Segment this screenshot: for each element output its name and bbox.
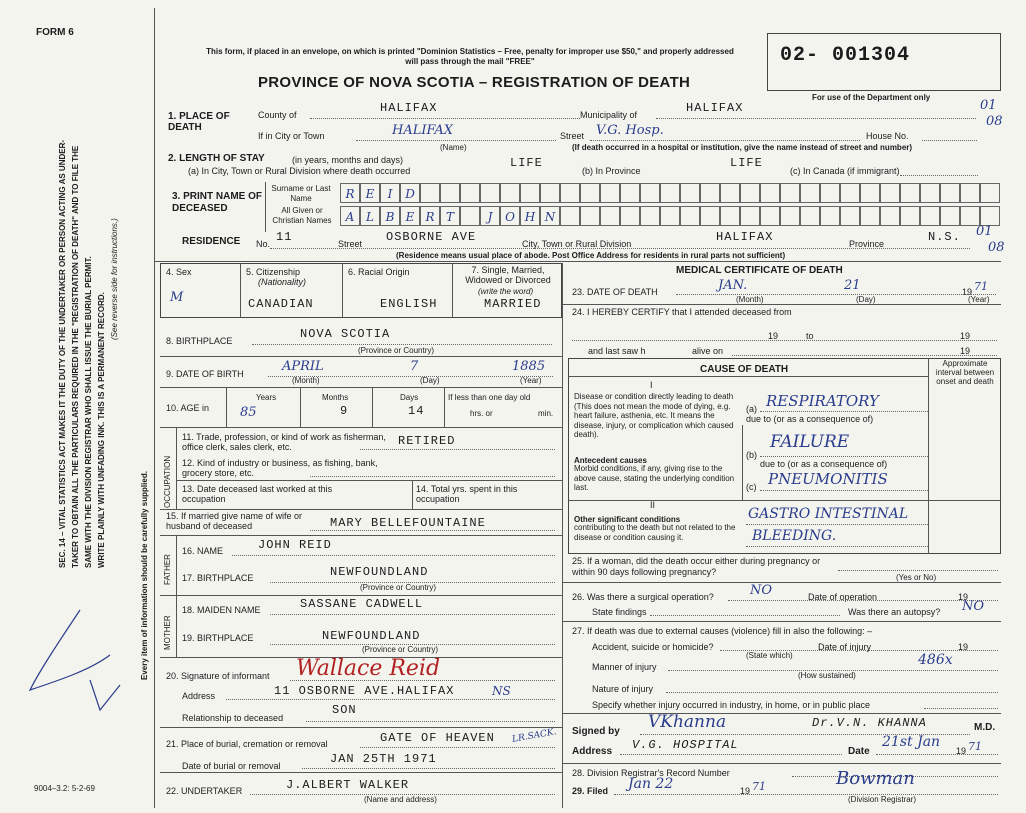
municipality-value: HALIFAX: [686, 101, 744, 115]
total-years-label: 14. Total yrs. spent in this occupation: [416, 484, 518, 504]
dob-month-caption: (Month): [292, 376, 320, 385]
birthplace-label: 8. BIRTHPLACE: [166, 336, 233, 346]
dept-use-label: For use of the Department only: [812, 93, 931, 102]
mother-name-label: 18. MAIDEN NAME: [182, 605, 261, 615]
name-letter-cell: [580, 183, 600, 203]
filed-year-prefix: 19: [740, 786, 751, 796]
name-letter-cell: [440, 183, 460, 203]
age-less-label: If less than one day old: [448, 393, 531, 402]
name-letter-cell: [560, 183, 580, 203]
signed-by-label: Signed by: [572, 726, 620, 737]
death-month-caption: (Month): [736, 295, 764, 304]
name-letter-cell: [720, 206, 740, 226]
age-label: 10. AGE in: [166, 403, 210, 413]
operation-label: 26. Was there a surgical operation?: [572, 592, 714, 602]
name-letter-cell: [820, 183, 840, 203]
physician-name: Dr.V.N. KHANNA: [812, 716, 927, 730]
signed-date-label: Date: [848, 746, 870, 757]
city-name-caption: (Name): [440, 143, 467, 152]
hospital-note: (If death occurred in a hospital or institution, give the name instead of street and number): [572, 143, 913, 152]
name-letter-cell: [840, 206, 860, 226]
name-letter-cell: [880, 183, 900, 203]
pregnancy-label: 25. If a woman, did the death occur either during pregnancy or within 90 days following pregnancy?: [572, 556, 821, 577]
name-letter-cell: [480, 183, 500, 203]
name-letter-cell: E: [400, 206, 420, 226]
name-letter-cell: [640, 183, 660, 203]
name-letter-cell: [840, 183, 860, 203]
given-names-label: All Given or Christian Names: [272, 206, 332, 225]
name-letter-cell: [700, 183, 720, 203]
cause-title: CAUSE OF DEATH: [700, 364, 789, 375]
name-letter-cell: [740, 206, 760, 226]
father-bp-caption: (Province or Country): [360, 583, 437, 592]
name-letter-cell: [520, 183, 540, 203]
stay-a-value: LIFE: [510, 156, 543, 170]
certify-to: to: [806, 331, 814, 341]
name-letter-cell: [720, 183, 740, 203]
residence-province: N.S.: [928, 230, 961, 244]
registrar-signature: Bowman: [836, 768, 915, 789]
undertaker-caption: (Name and address): [364, 795, 437, 804]
sex-value: M: [170, 290, 184, 305]
name-letter-cell: [800, 183, 820, 203]
name-letter-cell: [980, 183, 1000, 203]
name-letter-cell: R: [340, 183, 360, 203]
name-letter-cell: [640, 206, 660, 226]
name-letter-cell: [620, 183, 640, 203]
name-letter-cell: N: [540, 206, 560, 226]
burial-label: 21. Place of burial, cremation or removal: [166, 739, 328, 749]
name-letter-cell: [940, 206, 960, 226]
spouse-value: MARY BELLEFOUNTAINE: [330, 516, 486, 530]
certify-19a: 19: [768, 331, 779, 341]
other-conditions-label: Other significant conditions: [574, 515, 681, 524]
death-year-prefix: 19: [962, 287, 973, 297]
name-letter-cell: [900, 206, 920, 226]
operation-value: NO: [750, 583, 773, 598]
physician-suffix: M.D.: [974, 722, 996, 733]
signed-year: 71: [968, 740, 982, 753]
injury-year-prefix: 19: [958, 642, 969, 652]
dob-year: 1885: [512, 359, 546, 374]
certify-last-saw: and last saw h: [588, 346, 646, 356]
name-letter-cell: [680, 183, 700, 203]
name-letter-cell: T: [440, 206, 460, 226]
form-number: FORM 6: [36, 27, 74, 38]
father-name: JOHN REID: [258, 538, 332, 552]
residence-note: (Residence means usual place of abode. Post Office Address for residents in rural parts not sufficient): [396, 251, 786, 260]
operation-date-label: Date of operation: [808, 592, 878, 602]
name-letter-cell: [760, 206, 780, 226]
dob-year-caption: (Year): [520, 376, 542, 385]
name-letter-cell: [580, 206, 600, 226]
name-letter-cell: [700, 206, 720, 226]
mother-name: SASSANE CADWELL: [300, 597, 424, 611]
name-letter-cell: [920, 206, 940, 226]
signed-year-prefix: 19: [956, 746, 967, 756]
dob-day: 7: [410, 359, 419, 374]
side-text-5: (See reverse side for instructions.): [110, 218, 119, 340]
name-letter-cell: [500, 183, 520, 203]
dept-code-a: 01: [980, 98, 997, 113]
physician-address-label: Address: [572, 746, 613, 757]
informant-address: 11 OSBORNE AVE.HALIFAX: [274, 684, 455, 698]
name-letter-cell: [540, 183, 560, 203]
mail-note: This form, if placed in an envelope, on which is printed "Dominion Statistics – Free, penalty for improper use $50," and properly addressed will pass through the mail "FREE": [206, 47, 734, 66]
name-letter-cell: [900, 183, 920, 203]
death-day-caption: (Day): [856, 295, 876, 304]
state-which-caption: (State which): [746, 651, 793, 660]
relationship-label: Relationship to deceased: [182, 713, 284, 723]
other-conditions-text: contributing to the death but not related to the disease or condition causing it.: [574, 523, 736, 542]
cause-a-prefix: (a): [746, 404, 757, 414]
external-label: 27. If death was due to external causes (violence) fill in also the following: –: [572, 626, 873, 636]
residence-no: 11: [276, 230, 293, 244]
name-letter-cell: B: [380, 206, 400, 226]
name-letter-cell: [920, 183, 940, 203]
birthplace-caption: (Province or Country): [358, 346, 435, 355]
sustained-caption: (How sustained): [798, 671, 856, 680]
side-text-3: SAME WITH THE DIVISION REGISTRAR WHO SHALL ISSUE THE BURIAL PERMIT.: [84, 256, 93, 568]
residence-street-label: Street: [338, 239, 363, 249]
direct-cause-label: Disease or condition directly leading to death (This does not mean the mode of dying, e.g. heart failure, asthenia, etc. It means the disease, injury, or complication which caused death).: [574, 392, 734, 439]
citizenship-label: 5. Citizenship: [246, 267, 301, 277]
stay-b-label: (b) In Province: [582, 166, 641, 176]
name-letter-cell: [960, 206, 980, 226]
cause-a: RESPIRATORY: [766, 392, 879, 410]
mother-bp-label: 19. BIRTHPLACE: [182, 633, 254, 643]
trade-value: RETIRED: [398, 434, 456, 448]
print-name-label: 3. PRINT NAME OF DECEASED: [172, 191, 263, 214]
side-text-1: SEC. 14 – VITAL STATISTICS ACT MAKES IT THE DUTY OF THE UNDERTAKER OR PERSON ACTING AS UNDER-: [58, 139, 67, 568]
place-of-death-label: 1. PLACE OF DEATH: [168, 111, 230, 133]
certify-alive-on: alive on: [692, 346, 724, 356]
house-no-label: House No.: [866, 131, 909, 141]
name-letter-cell: [740, 183, 760, 203]
filed-date: Jan 22: [628, 776, 674, 792]
other-condition-2: BLEEDING.: [752, 528, 837, 544]
birthplace-value: NOVA SCOTIA: [300, 327, 391, 341]
death-year-caption: (Year): [968, 295, 990, 304]
name-letter-cell: [760, 183, 780, 203]
margin-scribble-icon: [20, 600, 130, 720]
name-letter-cell: [880, 206, 900, 226]
undertaker-value: J.ALBERT WALKER: [286, 778, 410, 792]
informant-address-label: Address: [182, 691, 216, 701]
manner-value: 486x: [918, 652, 953, 668]
page-title: PROVINCE OF NOVA SCOTIA – REGISTRATION OF DEATH: [258, 74, 691, 91]
side-text-6: Every item of information should be carefully supplied.: [140, 471, 149, 680]
form-code: 9004–3.2: 5-2-69: [34, 784, 95, 793]
relationship-value: SON: [332, 703, 357, 717]
age-min-label: min.: [538, 409, 554, 418]
filed-label: 29. Filed: [572, 786, 609, 796]
name-letter-cell: [660, 206, 680, 226]
age-years: 85: [240, 405, 257, 420]
side-text-2: TAKER TO OBTAIN ALL THE PARTICULARS REQUIRED IN THE "REGISTRATION OF DEATH" AND TO FILE THE: [71, 145, 80, 568]
roman-one: I: [650, 380, 653, 390]
marital-value: MARRIED: [484, 297, 542, 311]
city-value: HALIFAX: [392, 123, 454, 138]
interval-label: Approximate interval between onset and death: [935, 359, 995, 386]
surname-label: Surname or Last Name: [271, 184, 331, 203]
operation-year-prefix: 19: [958, 592, 969, 602]
registrar-caption: (Division Registrar): [848, 795, 917, 804]
name-letter-cell: [420, 183, 440, 203]
signed-date: 21st Jan: [882, 734, 941, 750]
name-letter-cell: E: [360, 183, 380, 203]
dept-code-b: 08: [986, 114, 1003, 129]
cause-b-prefix: (b): [746, 450, 757, 460]
name-letter-cell: I: [380, 183, 400, 203]
name-letter-cell: [940, 183, 960, 203]
due-to-b: due to (or as a consequence of): [760, 459, 888, 469]
injury-date-label: Date of injury: [818, 642, 872, 652]
occupation-side-label: OCCUPATION: [163, 455, 172, 508]
burial-date-label: Date of burial or removal: [182, 761, 281, 771]
length-of-stay-sub: (in years, months and days): [292, 155, 404, 165]
other-condition-1: GASTRO INTESTINAL: [748, 506, 909, 522]
age-days-label: Days: [400, 393, 419, 402]
death-month: JAN.: [718, 278, 748, 293]
dob-day-caption: (Day): [420, 376, 440, 385]
antecedent-label: Antecedent causes: [574, 456, 647, 465]
age-months: 9: [340, 404, 349, 418]
undertaker-label: 22. UNDERTAKER: [166, 786, 243, 796]
autopsy-label: Was there an autopsy?: [848, 607, 941, 617]
age-hrs-label: hrs. or: [470, 409, 493, 418]
name-letter-cell: [800, 206, 820, 226]
stay-b-value: LIFE: [730, 156, 763, 170]
name-letter-cell: [460, 206, 480, 226]
registration-number-box: [767, 33, 1001, 91]
name-letter-cell: [560, 206, 580, 226]
name-letter-cell: D: [400, 183, 420, 203]
side-text-4: WRITE PLAINLY WITH UNFADING INK. THIS IS A PERMANENT RECORD.: [97, 292, 106, 568]
age-years-label: Years: [256, 393, 277, 402]
burial-date: JAN 25TH 1971: [330, 752, 437, 766]
sex-label: 4. Sex: [166, 267, 192, 277]
age-months-label: Months: [322, 393, 349, 402]
informant-label: 20. Signature of informant: [166, 671, 270, 681]
physician-signature: VKhanna: [648, 712, 727, 732]
residence-province-label: Province: [849, 239, 885, 249]
father-bp-label: 17. BIRTHPLACE: [182, 573, 254, 583]
age-days: 14: [408, 404, 425, 418]
certify-label: 24. I HEREBY CERTIFY that I attended deceased from: [572, 307, 792, 317]
residence-city-label: City, Town or Rural Division: [522, 239, 632, 249]
last-worked-label: 13. Date deceased last worked at this occupation: [182, 484, 333, 504]
record-number-label: 28. Division Registrar's Record Number: [572, 768, 730, 778]
antecedent-text: Morbid conditions, if any, giving rise to the above cause, stating the underlying condition last.: [574, 464, 735, 492]
nature-label: Nature of injury: [592, 684, 654, 694]
marital-sub: (write the word): [478, 287, 534, 296]
name-letter-cell: [620, 206, 640, 226]
municipality-label: Municipality of: [580, 110, 638, 120]
name-letter-cell: [780, 206, 800, 226]
cause-c: PNEUMONITIS: [768, 470, 888, 488]
pregnancy-caption: (Yes or No): [896, 573, 937, 582]
industry-label: 12. Kind of industry or business, as fishing, bank, grocery store, etc.: [182, 458, 378, 478]
name-letter-cell: H: [520, 206, 540, 226]
name-letter-cell: [660, 183, 680, 203]
name-letter-cell: L: [360, 206, 380, 226]
burial-value: GATE OF HEAVEN: [380, 731, 495, 745]
cause-b: FAILURE: [770, 432, 850, 452]
name-letter-cell: O: [500, 206, 520, 226]
death-day: 21: [844, 278, 861, 293]
mother-side-label: MOTHER: [163, 615, 172, 650]
name-letter-cell: J: [480, 206, 500, 226]
marital-label: 7. Single, Married, Widowed or Divorced: [465, 265, 551, 285]
dob-month: APRIL: [282, 359, 324, 374]
name-letter-cell: [960, 183, 980, 203]
informant-signature: Wallace Reid: [296, 656, 441, 681]
informant-address-hand: NS: [492, 684, 511, 698]
name-letter-cell: [680, 206, 700, 226]
father-name-label: 16. NAME: [182, 546, 224, 556]
autopsy-value: NO: [962, 599, 985, 614]
residence-label: RESIDENCE: [182, 236, 241, 247]
name-letter-cell: [980, 206, 1000, 226]
name-letter-cell: [860, 183, 880, 203]
name-letter-cell: [780, 183, 800, 203]
county-label: County of: [258, 110, 297, 120]
physician-address: V.G. HOSPITAL: [632, 738, 739, 752]
death-year: 71: [974, 280, 988, 293]
name-letter-cell: [600, 206, 620, 226]
father-bp: NEWFOUNDLAND: [330, 565, 429, 579]
dept-code-c: 01: [976, 224, 993, 239]
residence-street: OSBORNE AVE: [386, 230, 477, 244]
street-value: V.G. Hosp.: [596, 123, 664, 138]
citizenship-sub: (Nationality): [258, 277, 307, 287]
citizenship-value: CANADIAN: [248, 297, 314, 311]
registration-number: 02- 001304: [780, 44, 911, 67]
street-label: Street: [560, 131, 585, 141]
burial-value-hand: LR.SACK.: [511, 727, 558, 745]
accident-label: Accident, suicide or homicide?: [592, 642, 714, 652]
death-date-label: 23. DATE OF DEATH: [572, 287, 658, 297]
filed-year: 71: [752, 780, 766, 793]
stay-c-label: (c) In Canada (if immigrant): [790, 166, 900, 176]
name-letter-cell: [820, 206, 840, 226]
name-letter-cell: [600, 183, 620, 203]
mother-bp: NEWFOUNDLAND: [322, 629, 421, 643]
father-side-label: FATHER: [163, 554, 172, 585]
stay-a-label: (a) In City, Town or Rural Division where death occurred: [188, 166, 411, 176]
manner-label: Manner of injury: [592, 662, 657, 672]
name-letter-cell: [860, 206, 880, 226]
dept-code-d: 08: [988, 240, 1005, 255]
residence-no-label: No.: [256, 239, 271, 249]
due-to-a: due to (or as a consequence of): [746, 414, 874, 424]
mother-bp-caption: (Province or Country): [362, 645, 439, 654]
certify-19c: 19: [960, 346, 971, 356]
medical-title: MEDICAL CERTIFICATE OF DEATH: [676, 265, 843, 276]
roman-two: II: [650, 500, 656, 510]
name-letter-cell: [460, 183, 480, 203]
spouse-label: 15. If married give name of wife or husband of deceased: [166, 511, 303, 531]
dob-label: 9. DATE OF BIRTH: [166, 369, 244, 379]
length-of-stay-label: 2. LENGTH OF STAY: [168, 153, 265, 164]
county-value: HALIFAX: [380, 101, 438, 115]
name-letter-cell: A: [340, 206, 360, 226]
racial-origin-value: ENGLISH: [380, 297, 438, 311]
left-border: [154, 8, 155, 808]
findings-label: State findings: [592, 607, 647, 617]
cause-c-prefix: (c): [746, 482, 757, 492]
specify-label: Specify whether injury occurred in industry, in home, or in public place: [592, 700, 870, 710]
residence-city: HALIFAX: [716, 230, 774, 244]
trade-label: 11. Trade, profession, or kind of work as fisherman, office clerk, sales clerk, etc.: [182, 432, 386, 452]
racial-origin-label: 6. Racial Origin: [348, 267, 410, 277]
certify-19b: 19: [960, 331, 971, 341]
city-label: If in City or Town: [258, 131, 325, 141]
name-letter-cell: R: [420, 206, 440, 226]
